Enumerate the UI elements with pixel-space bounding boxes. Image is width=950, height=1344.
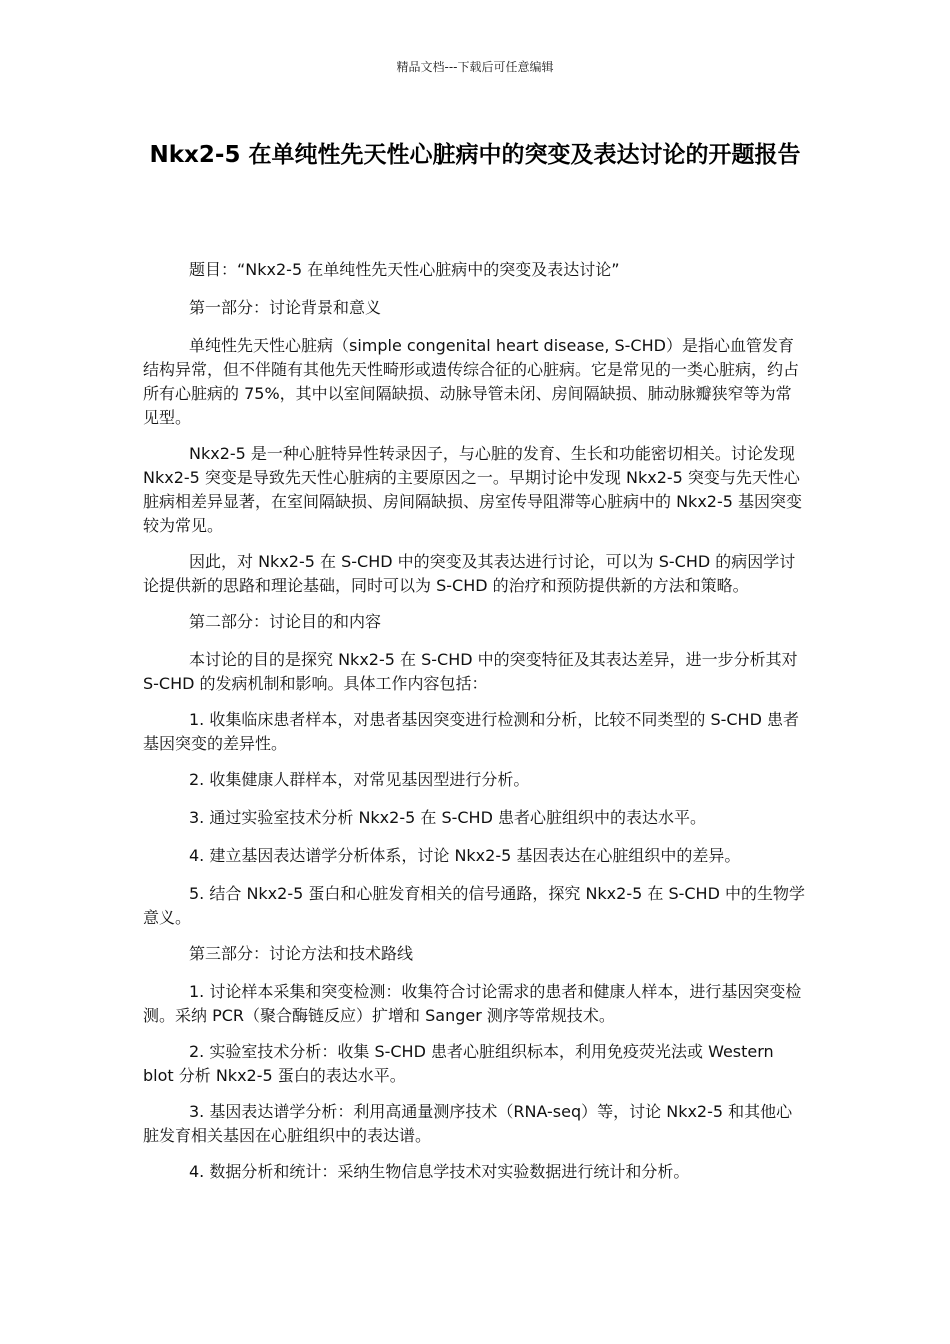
list-item: 5. 结合 Nkx2-5 蛋白和心脏发育相关的信号通路，探究 Nkx2-5 在 S-CHD 中的生物学意义。 <box>143 884 805 927</box>
list-item: 1. 讨论样本采集和突变检测：收集符合讨论需求的患者和健康人样本，进行基因突变检测。采纳 PCR（聚合酶链反应）扩增和 Sanger 测序等常规技术。 <box>143 982 802 1025</box>
section-heading-2: 第二部分：讨论目的和内容 <box>189 612 382 631</box>
list-item: 3. 通过实验室技术分析 Nkx2-5 在 S-CHD 患者心脏组织中的表达水平。 <box>189 808 706 827</box>
paragraph: Nkx2-5 是一种心脏特异性转录因子，与心脏的发育、生长和功能密切相关。讨论发现 Nkx2-5 突变是导致先天性心脏病的主要原因之一。早期讨论中发现 Nkx2-5 突变与先天性心脏病相差异显著，在室间隔缺损、房间隔缺损、房室传导阻滞等心脏病中的 Nkx2-5 基因突变较为常见。 <box>143 444 803 535</box>
paragraph-topic: 题目：“Nkx2-5 在单纯性先天性心脏病中的突变及表达讨论” <box>189 260 620 279</box>
list-item: 3. 基因表达谱学分析：利用高通量测序技术（RNA-seq）等，讨论 Nkx2-5 和其他心脏发育相关基因在心脏组织中的表达谱。 <box>143 1102 793 1145</box>
header-note: 精品文档---下载后可任意编辑 <box>396 60 554 74</box>
paragraph: 单纯性先天性心脏病（simple congenital heart disease, S-CHD）是指心血管发育结构异常，但不伴随有其他先天性畸形或遗传综合征的心脏病。它是常见的一类心脏病，约占所有心脏病的 75%，其中以室间隔缺损、动脉导管未闭、房间隔缺损、肺动脉瓣狭窄等为常见型。 <box>143 336 800 427</box>
list-item: 4. 建立基因表达谱学分析体系，讨论 Nkx2-5 基因表达在心脏组织中的差异。 <box>189 846 741 865</box>
paragraph: 因此，对 Nkx2-5 在 S-CHD 中的突变及其表达进行讨论，可以为 S-CHD 的病因学讨论提供新的思路和理论基础，同时可以为 S-CHD 的治疗和预防提供新的方法和策略。 <box>143 552 796 595</box>
list-item: 2. 收集健康人群样本，对常见基因型进行分析。 <box>189 770 530 789</box>
document-title: Nkx2-5 在单纯性先天性心脏病中的突变及表达讨论的开题报告 <box>149 142 801 168</box>
document-body <box>143 258 807 1198</box>
list-item: 1. 收集临床患者样本，对患者基因突变进行检测和分析，比较不同类型的 S-CHD 患者基因突变的差异性。 <box>143 710 799 753</box>
section-heading-3: 第三部分：讨论方法和技术路线 <box>189 944 414 963</box>
list-item: 2. 实验室技术分析：收集 S-CHD 患者心脏组织标本，利用免疫荧光法或 Western blot 分析 Nkx2-5 蛋白的表达水平。 <box>143 1042 774 1085</box>
section-heading-1: 第一部分：讨论背景和意义 <box>189 298 382 317</box>
paragraph: 本讨论的目的是探究 Nkx2-5 在 S-CHD 中的突变特征及其表达差异，进一步分析其对 S-CHD 的发病机制和影响。具体工作内容包括： <box>143 650 798 693</box>
list-item: 4. 数据分析和统计：采纳生物信息学技术对实验数据进行统计和分析。 <box>189 1162 690 1181</box>
